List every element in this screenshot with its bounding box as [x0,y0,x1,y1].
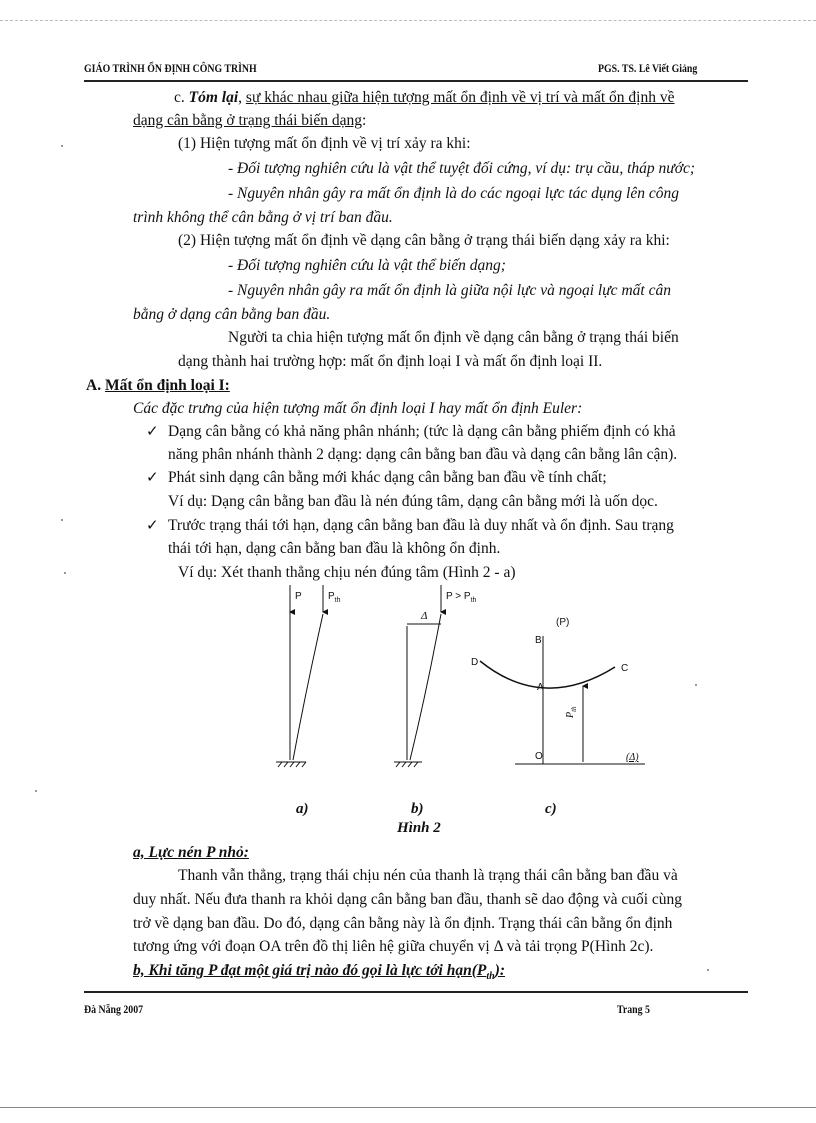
label-c: C [621,663,629,674]
summary-item1: (1) Hiện tượng mất ổn định về vị trí xảy ra khi: [178,135,471,152]
label-p: P [295,591,302,602]
scan-speck [707,969,709,971]
scan-speck [64,572,66,574]
summary-bold-italic: Tóm lại [188,89,239,106]
bullet2-line1: Phát sinh dạng cân bằng mới khác dạng cân bằng ban đầu về tính chất; [168,469,607,486]
part-a-heading: a, Lực nén P nhỏ: [133,844,249,861]
bullet3-line1: Trước trạng thái tới hạn, dạng cân bằng ban đầu là duy nhất và ổn định. Sau trạng [168,517,674,534]
footer-rule [84,991,748,993]
part-b-heading-sub: th [486,971,495,983]
label-d: D [471,657,479,668]
summary-comma: , [238,89,246,106]
check-icon: ✓ [146,422,159,440]
summary-para-2: dạng thành hai trường hợp: mất ổn định loại I và mất ổn định loại II. [178,353,603,370]
part-b-heading [133,961,505,987]
label-pth-sub: th [334,597,341,604]
summary-item1-b1: - Nguyên nhân gây ra mất ổn định là do các ngoại lực tác dụng lên công [228,185,679,202]
footer-left: Đà Nẵng 2007 [84,1002,144,1016]
section-a-prefix: A. [86,377,105,394]
label-delta: Δ [421,610,428,622]
label-p-paren: (P) [556,617,570,628]
scan-bottom-edge [0,1107,816,1108]
label-p-gt-pth [446,591,476,604]
label-p-gt-pth-text: P > P [446,591,471,602]
summary-item1-b2: trình không thể cân bằng ở vị trí ban đầu. [133,209,393,226]
label-pth [328,591,341,604]
footer-page: Trang 5 [617,1002,650,1016]
label-pth-vertical-sub: th [570,706,578,712]
label-delta-axis: (Δ) [626,752,639,763]
summary-item2-a: - Đối tượng nghiên cứu là vật thể biến dạng; [228,257,506,274]
label-b: B [535,635,542,646]
bullet1-line1: Dạng cân bằng có khả năng phân nhánh; (tức là dạng cân bằng phiếm định có khả [168,423,676,440]
figure-caption: Hình 2 [397,820,441,836]
label-o: O [535,751,543,762]
figure-c-graph [480,636,645,764]
label-p-gt-pth-sub: th [470,597,477,604]
figure-a-columns [276,585,323,767]
part-b-heading-end: ): [494,962,506,979]
part-a-line-2: duy nhất. Nếu đưa thanh ra khỏi dạng cân bằng ban đầu, thanh sẽ dao động và cuối cùng [133,891,683,908]
label-pth-vertical-p: P [565,711,576,718]
summary-prefix: c. [174,89,189,106]
check-icon: ✓ [146,516,159,534]
caption-c: c) [545,801,557,817]
scan-speck [695,684,697,686]
summary-item2-b2: bằng ở dạng cân bằng ban đầu. [133,306,331,323]
figure-b-column [394,585,441,767]
scan-speck [61,145,63,147]
caption-a: a) [296,801,309,817]
bullet2-line2: Ví dụ: Dạng cân bằng ban đầu là nén đúng tâm, dạng cân bằng mới là uốn dọc. [168,493,658,510]
bullet3-line2: thái tới hạn, dạng cân bằng ban đầu là không ổn định. [168,540,501,557]
header-title: GIÁO TRÌNH ỔN ĐỊNH CÔNG TRÌNH [84,61,257,75]
check-icon: ✓ [146,468,159,486]
part-a-line-4: tương ứng với đoạn OA trên đồ thị liên hệ giữa chuyển vị Δ và tải trọng P(Hình 2c). [133,938,654,955]
part-a-line-1: Thanh vẫn thẳng, trạng thái chịu nén của thanh là trạng thái cân bằng ban đầu và [178,867,678,884]
summary-item1-a: - Đối tượng nghiên cứu là vật thể tuyệt đối cứng, ví dụ: trụ cầu, tháp nước; [228,160,696,177]
summary-underlined-1: sự khác nhau giữa hiện tượng mất ổn định về vị trí và mất ổn định về [245,89,675,106]
scan-speck [61,519,63,521]
example-line: Ví dụ: Xét thanh thẳng chịu nén đúng tâm (Hình 2 - a) [178,564,516,581]
section-a-title: Mất ổn định loại I: [104,377,230,394]
caption-b: b) [411,801,424,817]
part-b-heading-main: b, Khi tăng P đạt một giá trị nào đó gọi là lực tới hạn(P [133,962,487,979]
summary-item2-b1: - Nguyên nhân gây ra mất ổn định là giữa nội lực và ngoại lực mất cân [228,282,671,299]
header-author: PGS. TS. Lê Viết Giảng [598,61,698,75]
summary-para-1: Người ta chia hiện tượng mất ổn định về dạng cân bằng ở trạng thái biến [228,329,679,346]
summary-underlined-2: dạng cân bằng ở trạng thái biến dạng [133,112,362,129]
scan-speck [35,790,37,792]
part-a-line-3: trở về dạng ban đầu. Do đó, dạng cân bằng này là ổn định. Trạng thái cân bằng ổn định [133,915,673,932]
bullet1-line2: năng phân nhánh thành 2 dạng: dạng cân bằng ban đầu và dạng cân bằng lân cận). [168,446,678,463]
label-pth-p: P [328,591,335,602]
section-a-intro: Các đặc trưng của hiện tượng mất ổn định loại I hay mất ổn định Euler: [133,400,583,417]
summary-colon: : [362,112,367,129]
label-a: A [537,682,544,693]
summary-item2: (2) Hiện tượng mất ổn định về dạng cân bằng ở trạng thái biến dạng xảy ra khi: [178,232,670,249]
label-pth-vertical [565,706,578,718]
